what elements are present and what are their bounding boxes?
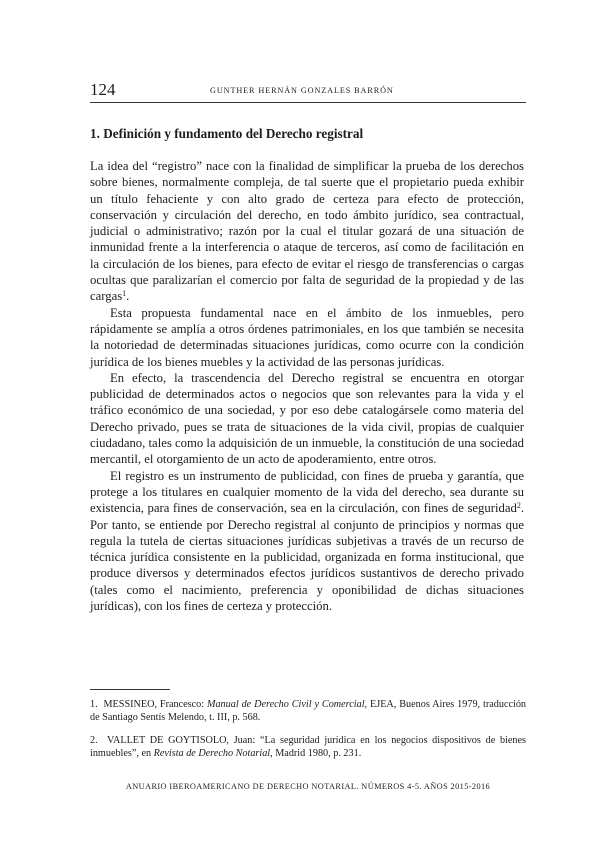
footnote-author: VALLET DE GOYTISOLO, Juan: “La seguridad jurídica en los negocios dispositivos de bienes inmuebles”, en (90, 734, 526, 759)
footnote-author: MESSINEO, Francesco: (103, 699, 207, 710)
paragraph: En efecto, la trascendencia del Derecho registral se encuentra en otorgar publicidad de determinados actos o negocios que son relevantes para la vida y el tráfico económico de una sociedad, y por eso debe catalogársele como materia del Derecho privado, pues se trata de situaciones de la vida civil, propias de cualquier ciudadano, tales como la adquisición de un inmueble, la constitución de una sociedad mercantil, el otorgamiento de un acto de apoderamiento, entre otros. (90, 370, 524, 467)
footnote-ref[interactable]: 2 (516, 501, 521, 511)
paragraph: La idea del “registro” nace con la finalidad de simplificar la prueba de los derechos sobre bienes, normalmente compleja, de tal suerte que el propietario pueda exhibir un título fehaciente y con alto grado de certeza para efecto de protección, conservación y circulación del derecho, en todo ámbito jurídico, sea contractual, judicial o administrativo; razón por la cual el titular gozará de una situación de inmunidad frente a la interferencia o ataque de terceros, así como de facilitación en la circulación de los bienes, para efecto de evitar el riesgo de transferencias o cargas ocultas que paralizarían el comercio por falta de seguridad de la propiedad y de las cargas$^1$. (90, 159, 524, 304)
running-head: GUNTHER HERNÁN GONZALES BARRÓN (210, 86, 394, 95)
body-text (90, 158, 524, 614)
page-footer: ANUARIO IBEROAMERICANO DE DERECHO NOTARIAL. NÚMEROS 4-5. AÑOS 2015-2016 (125, 782, 491, 791)
page-number: 124 (90, 80, 116, 99)
section-title: 1. Definición y fundamento del Derecho registral (90, 126, 364, 141)
footnote (90, 734, 526, 761)
footnote-rule (90, 689, 170, 690)
footnote (90, 698, 526, 725)
paragraph: Esta propuesta fundamental nace en el ámbito de los inmuebles, pero rápidamente se amplía a otros órdenes patrimoniales, en los que también se necesita la notoriedad de determinadas situaciones jurídicas, como ocurre con la condición jurídica de los bienes muebles y la actividad de las personas jurídicas. (90, 305, 524, 369)
footnote-title: Manual de Derecho Civil y Comercial (206, 699, 365, 710)
footnote-ref[interactable]: 1 (122, 289, 127, 299)
paragraph-text: El registro es un instrumento de publicidad, con fines de prueba y garantía, que protege a los titulares en cualquier momento de la vida del derecho, sea durante su existencia, para fines de conservación, sea en la circulación, con fines de seguridad (90, 468, 524, 516)
footnote-rest: , Madrid 1980, p. 231. (270, 747, 362, 759)
footnotes (90, 698, 526, 769)
footnote-title: Revista de Derecho Notarial (153, 747, 271, 759)
footnote-rest: , EJEA, Buenos Aires 1979, traducción de Santiago Sentís Melendo, t. III, p. 568. (90, 699, 527, 724)
paragraph (90, 468, 524, 615)
footnote-number: 2. (90, 734, 98, 746)
paragraph-text: La idea del “registro” nace con la finalidad de simplificar la prueba de los derechos sobre bienes, normalmente compleja, de tal suerte que el propietario pueda exhibir un título fehaciente y con alto grado de certeza para efecto de protección, conservación y circulación del derecho, en todo ámbito jurídico, sea contractual, judicial o administrativo; razón por la cual el titular gozará de una situación de inmunidad frente a la interferencia o ataque de terceros, así como de facilitación en la circulación de los bienes, para efecto de evitar el riesgo de transferencias o cargas ocultas que paralizarían el comercio por falta de seguridad de la propiedad y de las cargas (90, 159, 524, 304)
footnote-number: 1. (90, 699, 98, 710)
paragraph-text: . Por tanto, se entiende por Derecho registral al conjunto de principios y normas que regula la tutela de ciertas situaciones jurídicas subjetivas a través de un recurso de técnica jurídica consistente en la publicidad, organizada en forma institucional, que produce diversos y determinados efectos jurídicos sustantivos de derecho privado (tales como el nacimiento, preferencia y oponibilidad de dichas situaciones jurídicas), con los fines de certeza y protección. (90, 501, 524, 614)
page-header (90, 80, 526, 102)
header-rule (90, 102, 526, 103)
